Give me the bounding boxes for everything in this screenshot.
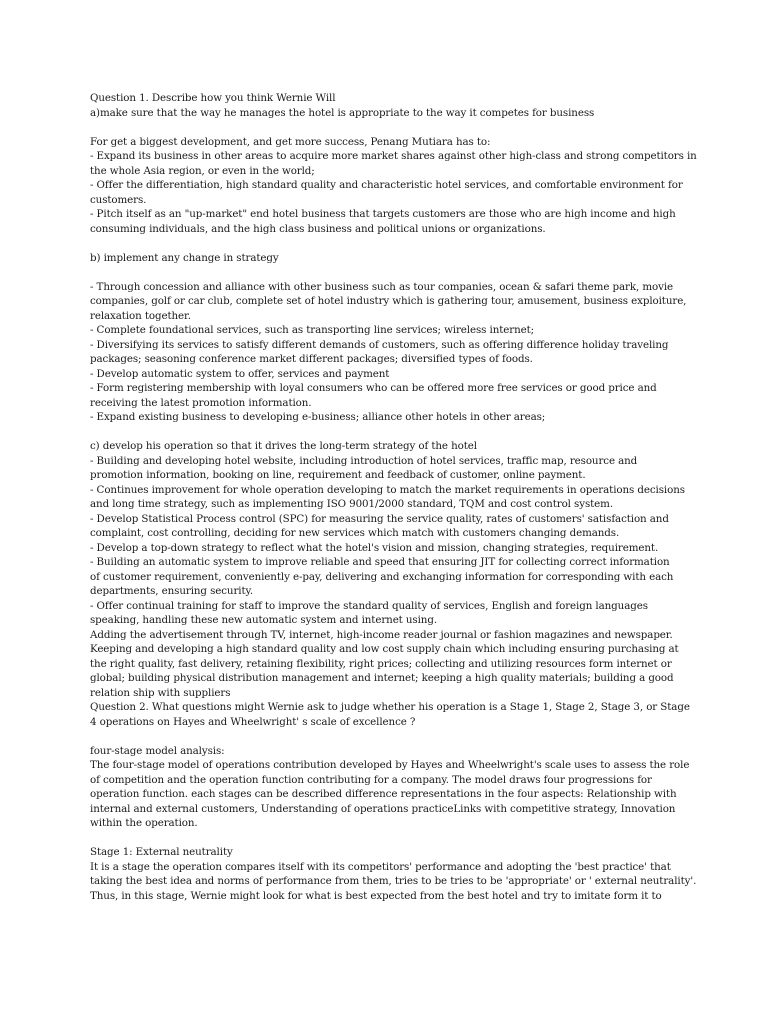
text-line: consuming individuals, and the high class business and political unions or organizations. [90, 222, 546, 235]
text-line: - Diversifying its services to satisfy different demands of customers, such as offering difference holiday traveling [90, 338, 669, 351]
text-line: Question 1. Describe how you think Wernie Will [90, 92, 336, 104]
text-line: - Continues improvement for whole operation developing to match the market requirements in operations decisions [90, 483, 685, 496]
text-line: - Form registering membership with loyal consumers who can be offered more free services or good price and [90, 382, 657, 394]
text-line: packages; seasoning conference market different packages; diversified types of foods. [90, 353, 533, 365]
text-line: and long time strategy, such as implementing ISO 9001/2000 standard, TQM and cost control system. [90, 498, 613, 510]
text-line: - Develop a top-down strategy to reflect what the hotel's vision and mission, changing strategies, requirement. [90, 541, 659, 554]
text-line: b) implement any change in strategy [90, 251, 279, 264]
text-line: global; building physical distribution management and internet; keeping a high quality materials; building a good [90, 672, 674, 684]
text-line: - Complete foundational services, such as transporting line services; wireless internet; [90, 324, 535, 336]
text-line: The four-stage model of operations contribution developed by Hayes and Wheelwright's scale uses to assess the role [90, 759, 690, 771]
text-line: within the operation. [90, 817, 198, 829]
text-line: - Offer the differentiation, high standard quality and characteristic hotel services, and comfortable environment for [90, 179, 683, 191]
text-line: Stage 1: External neutrality [90, 846, 233, 858]
text-line: taking the best idea and norms of performance from them, tries to be tries to be 'appropriate' or ' external neutrality'. [90, 875, 697, 887]
text-line: four-stage model analysis: [90, 744, 225, 757]
document-body [90, 91, 697, 903]
text-line: - Expand its business in other areas to acquire more market shares against other high-class and strong competitors in [90, 150, 697, 162]
text-line: internal and external customers, Understanding of operations practiceLinks with competitive strategy, Innovation [90, 802, 676, 815]
text-line: - Expand existing business to developing e-business; alliance other hotels in other areas; [90, 411, 546, 423]
text-line: relation ship with suppliers [90, 686, 231, 699]
text-line: - Pitch itself as an "up-market" end hotel business that targets customers are those who are high income and high [90, 208, 676, 220]
text-line: departments, ensuring security. [90, 585, 254, 597]
text-line: - Through concession and alliance with other business such as tour companies, ocean & safari theme park, movie [90, 280, 674, 293]
blank-line [90, 425, 690, 440]
text-line: speaking, handling these new automatic system and internet using. [90, 614, 438, 626]
text-line: of customer requirement, conveniently e-pay, delivering and exchanging information for corresponding with each [90, 570, 674, 583]
text-line: Keeping and developing a high standard quality and low cost supply chain which including ensuring purchasing at [90, 643, 679, 655]
text-line: the whole Asia region, or even in the world; [90, 164, 315, 177]
text-line: - Offer continual training for staff to improve the standard quality of services, English and foreign languages [90, 599, 648, 612]
blank-line [90, 265, 690, 280]
text-line: promotion information, booking on line, requirement and feedback of customer, online payment. [90, 469, 586, 481]
text-line: relaxation together. [90, 309, 191, 322]
text-line: Question 2. What questions might Wernie ask to judge whether his operation is a Stage 1, Stage 2, Stage 3, or Stage [90, 701, 690, 713]
text-line: 4 operations on Hayes and Wheelwright' s scale of excellence ? [90, 715, 416, 728]
text-line: a)make sure that the way he manages the hotel is appropriate to the way it competes for business [90, 106, 595, 119]
text-line: complaint, cost controlling, deciding for new services which match with customers changing demands. [90, 527, 620, 539]
blank-line [90, 729, 690, 744]
blank-line [90, 831, 690, 846]
text-line: - Develop Statistical Process control (SPC) for measuring the service quality, rates of customers' satisfaction and [90, 512, 669, 525]
text-line: the right quality, fast delivery, retaining flexibility, right prices; collecting and utilizing resources form internet or [90, 657, 672, 670]
text-line: It is a stage the operation compares itself with its competitors' performance and adopting the 'best practice' that [90, 860, 671, 873]
text-line: companies, golf or car club, complete set of hotel industry which is gathering tour, amusement, business exploiture, [90, 295, 687, 307]
text-line: - Building an automatic system to improve reliable and speed that ensuring JIT for collecting correct information [90, 556, 670, 568]
text-line: customers. [90, 193, 147, 206]
text-line: Adding the advertisement through TV, internet, high-income reader journal or fashion magazines and newspaper. [90, 628, 673, 641]
blank-line [90, 236, 690, 251]
text-line: For get a biggest development, and get more success, Penang Mutiara has to: [90, 135, 491, 148]
text-line: c) develop his operation so that it drives the long-term strategy of the hotel [90, 440, 477, 452]
blank-line [90, 120, 690, 135]
text-line: operation function. each stages can be described difference representations in the four aspects: Relationship with [90, 788, 677, 800]
text-line: Thus, in this stage, Wernie might look for what is best expected from the best hotel and try to imitate form it to [90, 889, 662, 902]
text-line: of competition and the operation function contributing for a company. The model draws four progressions for [90, 773, 652, 786]
text-line: receiving the latest promotion information. [90, 396, 312, 409]
text-line: - Building and developing hotel website, including introduction of hotel services, traffic map, resource and [90, 454, 638, 467]
text-line: - Develop automatic system to offer, services and payment [90, 367, 390, 380]
